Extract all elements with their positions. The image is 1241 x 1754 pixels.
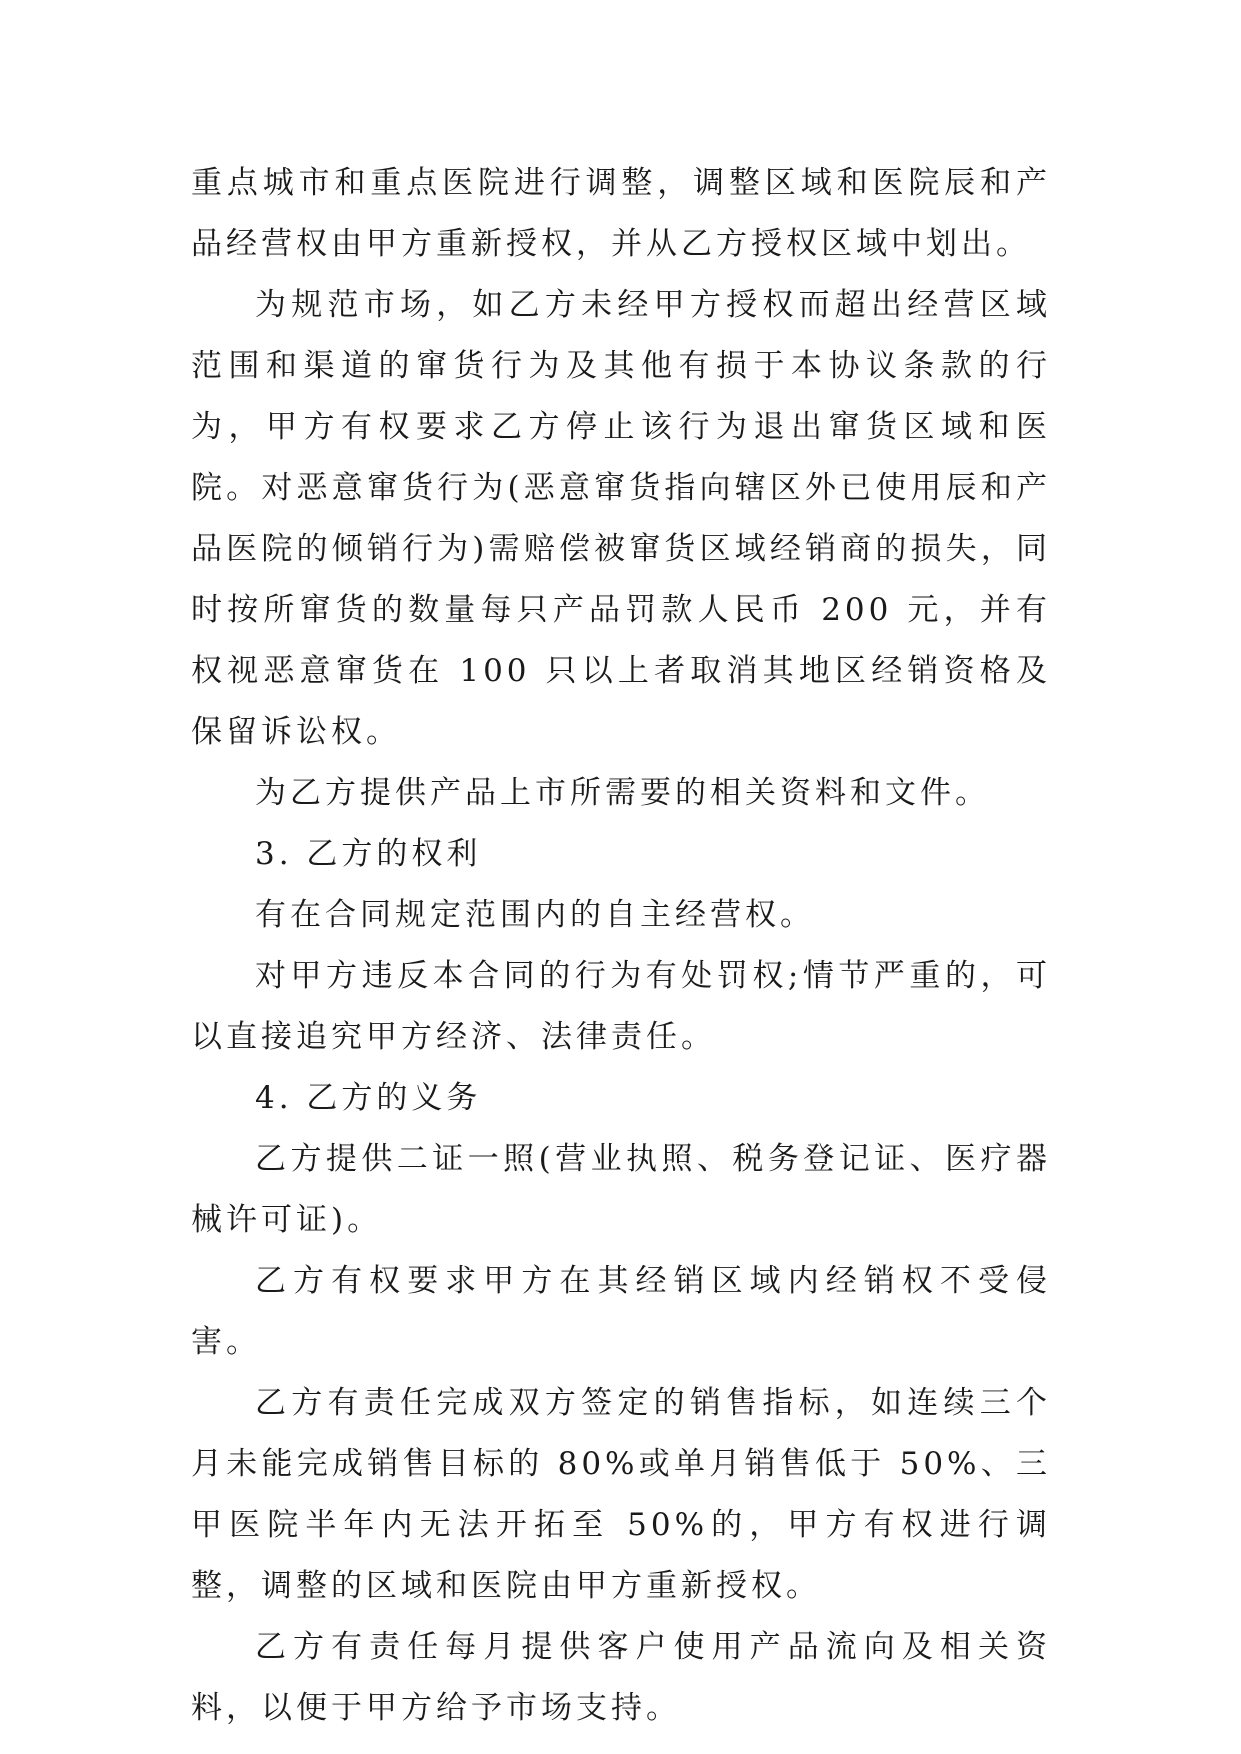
paragraph-monthly-report: 乙方有责任每月提供客户使用产品流向及相关资料，以便于甲方给予市场支持。 [191, 1629, 1051, 1726]
paragraph-sales-targets: 乙方有责任完成双方签定的销售指标，如连续三个月未能完成销售目标的 80%或单月销售低于 50%、三甲医院半年内无法开拓至 50%的，甲方有权进行调整，调整的区域和医院由甲方重新授权。 [191, 1385, 1051, 1604]
section-heading-party-b-obligations: 4. 乙方的义务 [255, 1080, 482, 1116]
document-body [191, 153, 1051, 1739]
paragraph-penalty-right: 对甲方违反本合同的行为有处罚权;情节严重的，可以直接追究甲方经济、法律责任。 [191, 958, 1051, 1055]
paragraph-region-adjustment: 重点城市和重点医院进行调整，调整区域和医院辰和产品经营权由甲方重新授权，并从乙方授权区域中划出。 [191, 165, 1051, 262]
paragraph-autonomous-operation: 有在合同规定范围内的自主经营权。 [255, 897, 815, 933]
paragraph-provide-materials: 为乙方提供产品上市所需要的相关资料和文件。 [255, 775, 990, 811]
paragraph-cross-selling-rules: 为规范市场，如乙方未经甲方授权而超出经营区域范围和渠道的窜货行为及其他有损于本协议条款的行为，甲方有权要求乙方停止该行为退出窜货区域和医院。对恶意窜货行为(恶意窜货指向辖区外已使用辰和产品医院的倾销行为)需赔偿被窜货区域经销商的损失，同时按所窜货的数量每只产品罚款人民币 200 元，并有权视恶意窜货在 100 只以上者取消其地区经销资格及保留诉讼权。 [191, 287, 1051, 750]
section-heading-party-b-rights: 3. 乙方的权利 [255, 836, 482, 872]
paragraph-licenses: 乙方提供二证一照(营业执照、税务登记证、医疗器械许可证)。 [191, 1141, 1051, 1238]
paragraph-distribution-protection: 乙方有权要求甲方在其经销区域内经销权不受侵害。 [191, 1263, 1051, 1360]
